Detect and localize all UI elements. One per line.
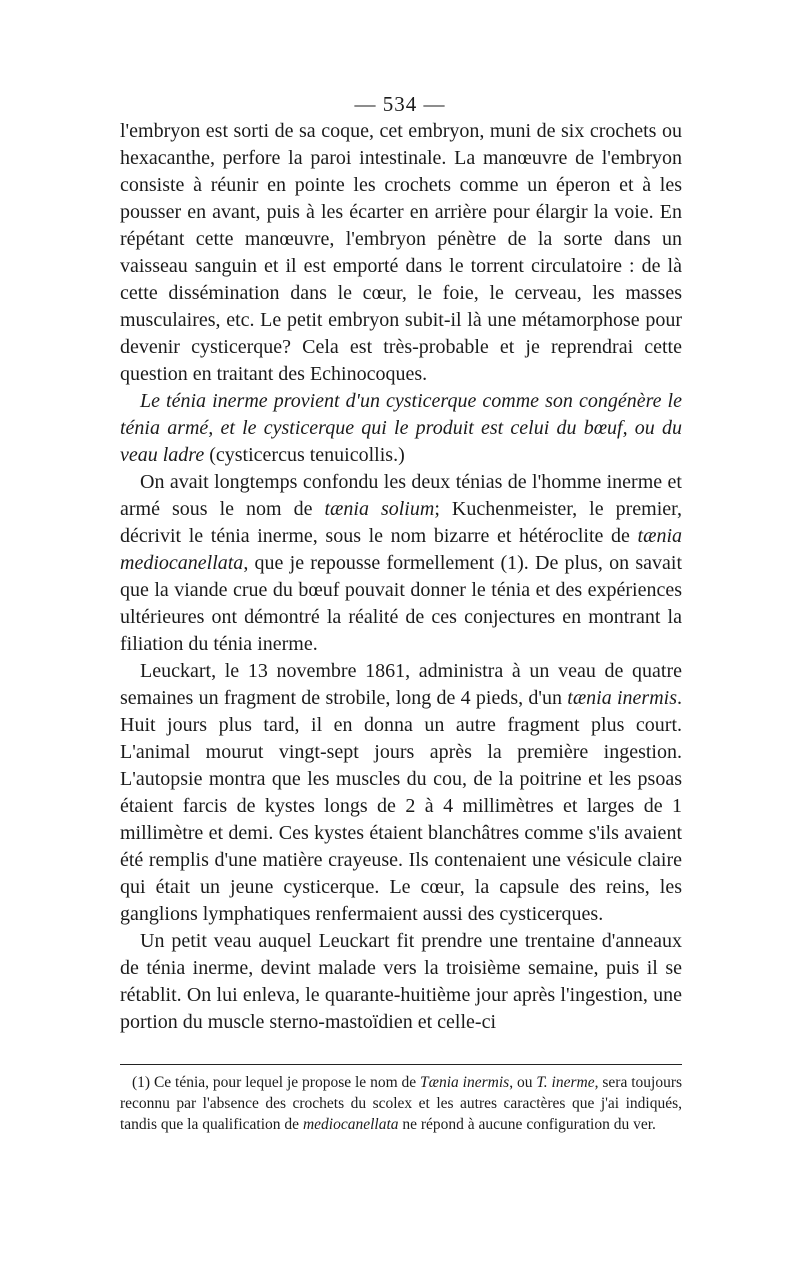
text-segment: (1) Ce ténia, pour lequel je propose le nom de <box>132 1074 421 1091</box>
footnote-text <box>120 1072 682 1135</box>
footnote <box>120 1072 682 1135</box>
italic-segment: mediocanellata <box>302 1116 399 1133</box>
text-segment: , sera toujours reconnu par l'absence des crochets du scolex et les autres caractères que j'ai indiqués, tandis que la qualification de <box>120 1074 683 1133</box>
text-segment: ; Kuchenmeister, le premier, décrivit le ténia inerme, sous le nom bizarre et hétéroclite de <box>120 498 683 547</box>
text-segment: , que je repousse formellement (1). De plus, on savait que la viande crue du bœuf pouvait donner le ténia et des expériences ultérieures ont démontré la réalité de ces conjectures en montrant la filiation du ténia inerme. <box>120 552 682 655</box>
paragraph-4 <box>120 658 682 928</box>
italic-segment: Tænia inermis <box>420 1074 510 1091</box>
paragraph-3 <box>120 469 682 658</box>
page-number: — 534 — <box>354 92 446 116</box>
text-segment: ne répond à aucune configuration du ver. <box>398 1116 656 1133</box>
italic-segment: T. inerme <box>536 1074 595 1091</box>
paragraph-1 <box>120 118 682 388</box>
italic-segment: Le ténia inerme provient d'un cysticerque comme son congénère le ténia armé, et le cysticerque qui le produit est celui du bœuf, ou du veau ladre <box>120 390 682 466</box>
italic-segment: tænia inermis <box>567 687 677 709</box>
text-segment: l'embryon est sorti de sa coque, cet embryon, muni de six crochets ou hexacanthe, perfore la paroi intestinale. La manœuvre de l'embryon consiste à réunir en pointe les crochets comme un éperon et à les pousser en avant, puis à les écarter en arrière pour élargir la voie. En répétant cette manœuvre, l'embryon pénètre de la sorte dans un vaisseau sanguin et il est emporté dans le torrent circulatoire : de là cette dissémination dans le cœur, le foie, le cerveau, les masses musculaires, etc. Le petit embryon subit-il là une métamorphose pour devenir cysticerque? Cela est très-probable et je reprendrai cette question en traitant des Echinocoques. <box>120 120 682 385</box>
body-text <box>120 118 682 1036</box>
text-segment: On avait longtemps confondu les deux ténias de l'homme inerme et armé sous le nom de <box>120 471 682 520</box>
footnote-divider <box>120 1064 682 1065</box>
paragraph-5 <box>120 928 682 1036</box>
text-segment: (cysticercus tenuicollis.) <box>204 444 405 466</box>
paragraph-2 <box>120 388 682 469</box>
text-segment: , ou <box>509 1074 537 1091</box>
italic-segment: tænia mediocanellata <box>120 525 682 574</box>
text-segment: . Huit jours plus tard, il en donna un autre fragment plus court. L'animal mourut vingt-sept jours après la première ingestion. L'autopsie montra que les muscles du cou, de la poitrine et les psoas étaient farcis de kystes longs de 2 à 4 millimètres et larges de 1 millimètre et demi. Ces kystes étaient blanchâtres comme s'ils avaient été remplis d'une matière crayeuse. Ils contenaient une vésicule claire qui était un jeune cysticerque. Le cœur, la capsule des reins, les ganglions lymphatiques renfermaient aussi des cysticerques. <box>120 687 682 925</box>
text-segment: Leuckart, le 13 novembre 1861, administra à un veau de quatre semaines un fragment de strobile, long de 4 pieds, d'un <box>120 660 682 709</box>
italic-segment: tænia solium <box>324 498 435 520</box>
text-segment: Un petit veau auquel Leuckart fit prendre une trentaine d'anneaux de ténia inerme, devint malade vers la troisième semaine, puis il se rétablit. On lui enleva, le quarante-huitième jour après l'ingestion, une portion du muscle sterno-mastoïdien et celle-ci <box>120 930 682 1033</box>
